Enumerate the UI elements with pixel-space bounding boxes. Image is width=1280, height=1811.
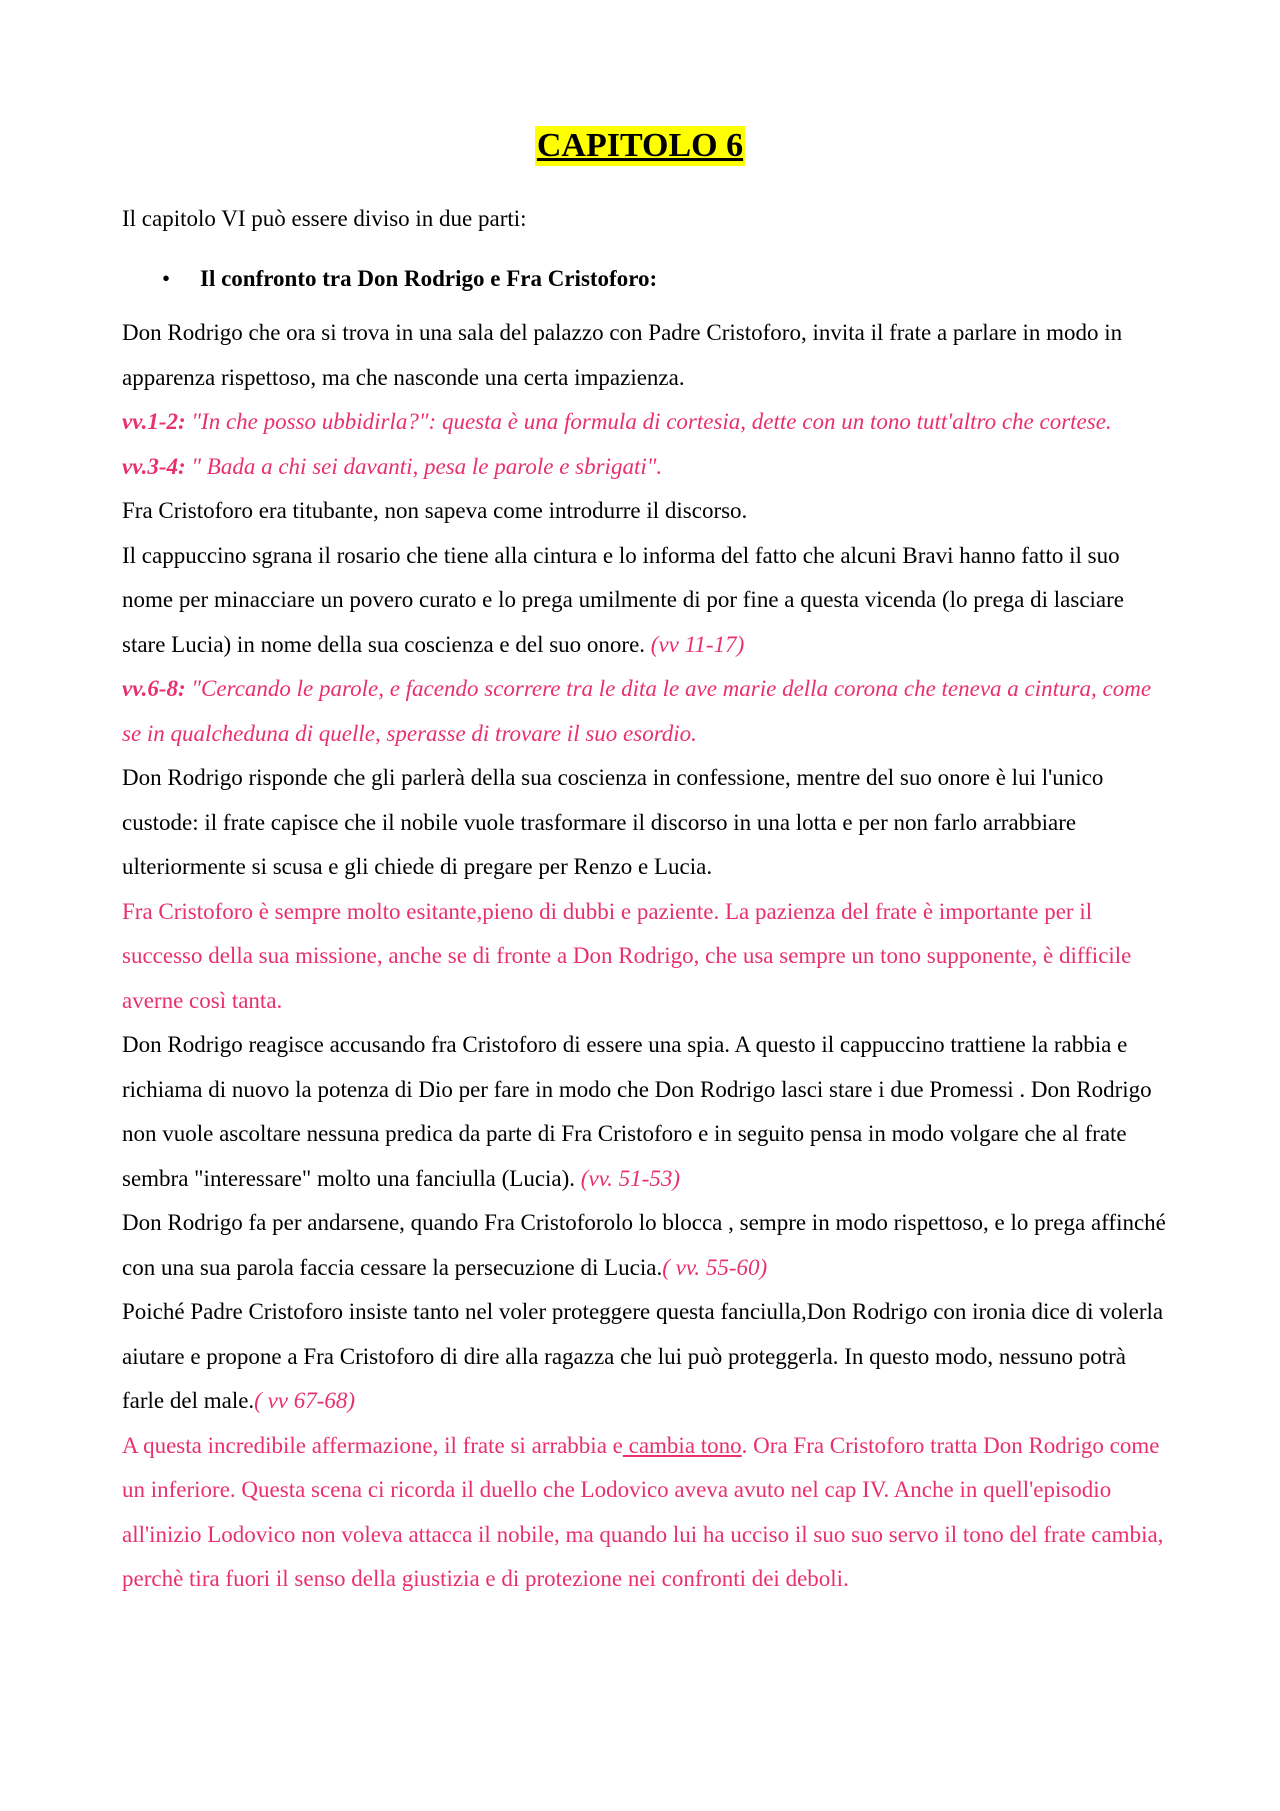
comment-paragraph (122, 1424, 1172, 1602)
quote-paragraph (122, 445, 1172, 490)
body-text (122, 311, 1172, 1602)
quote-paragraph (122, 667, 1172, 756)
paragraph-text: Il cappuccino sgrana il rosario che tiene alla cintura e lo informa del fatto che alcuni Bravi hanno fatto il suo nome per minacciare un povero curato e lo prega umilmente di por fine a questa vicenda (lo prega di lasciare stare Lucia) in nome della sua coscienza e del suo onore. (122, 542, 1124, 657)
intro-line: Il capitolo VI può essere diviso in due parti: (122, 206, 527, 231)
bullet-text: Il confronto tra Don Rodrigo e Fra Cristoforo: (200, 266, 658, 291)
quote-text: "In che posso ubbidirla?": questa è una formula di cortesia, dette con un tono tutt'altro che cortese. (185, 409, 1112, 434)
underlined-text: cambia tono (622, 1432, 742, 1458)
verse-ref: vv.3-4: (122, 453, 186, 479)
comment-paragraph: Fra Cristoforo è sempre molto esitante,pieno di dubbi e paziente. La pazienza del frate è importante per il successo della sua missione, anche se di fronte a Don Rodrigo, che usa sempre un tono supponente, è difficile averne così tanta. (122, 898, 1132, 1013)
bullet-dot-icon: • (162, 266, 171, 291)
verse-ref: ( vv. 55-60) (662, 1254, 768, 1280)
paragraph-text: Don Rodrigo fa per andarsene, quando Fra Cristoforolo lo blocca , sempre in modo rispettoso, e lo prega affinché con una sua parola faccia cessare la persecuzione di Lucia. (122, 1210, 1166, 1280)
paragraph: Fra Cristoforo era titubante, non sapeva come introdurre il discorso. (122, 498, 748, 523)
paragraph (122, 534, 1172, 668)
title-wrap (0, 126, 1280, 166)
verse-ref: vv.6-8: (122, 676, 186, 701)
chapter-title: CAPITOLO 6 (536, 127, 744, 164)
paragraph (122, 1023, 1172, 1201)
paragraph-text: Don Rodrigo reagisce accusando fra Cristoforo di essere una spia. A questo il cappuccino trattiene la rabbia e richiama di nuovo la potenza di Dio per fare in modo che Don Rodrigo lasci stare i due Promessi . Don Rodrigo non vuole ascoltare nessuna predica da parte di Fra Cristoforo e in seguito pensa in modo volgare che al frate sembra "interessare" molto una fanciulla (Lucia). (122, 1032, 1152, 1191)
paragraph-text: . Ora Fra Cristoforo tratta Don Rodrigo come un inferiore. Questa scena ci ricorda il duello che Lodovico aveva avuto nel cap IV. Anche in quell'episodio all'inizio Lodovico non voleva attacca il nobile, ma quando lui ha ucciso il suo suo servo il tono del frate cambia, perchè tira fuori il senso della giustizia e di protezione nei confronti dei deboli. (122, 1432, 1164, 1591)
verse-ref: (vv. 51-53) (580, 1165, 680, 1191)
paragraph-text: A questa incredibile affermazione, il frate si arrabbia e (122, 1432, 623, 1458)
bullet-item (162, 264, 657, 294)
quote-text: "Cercando le parole, e facendo scorrere tra le dita le ave marie della corona che teneva a cintura, come se in qualchedunа di quelle, sperasse di trovare il suo esordio. (122, 676, 1152, 746)
quote-text: " Bada a chi sei davanti, pesa le parole e sbrigati". (185, 453, 663, 479)
quote-paragraph (122, 400, 1172, 445)
paragraph-text: Poiché Padre Cristoforo insiste tanto nel voler proteggere questa fanciulla,Don Rodrigo con ironia dice di volerla aiutare e propone a Fra Cristoforo di dire alla ragazza che lui può proteggerla. In questo modo, nessuno potrà farle del male. (122, 1299, 1164, 1413)
verse-ref: vv.1-2: (122, 409, 186, 434)
paragraph (122, 1290, 1172, 1424)
paragraph: Don Rodrigo che ora si trova in una sala del palazzo con Padre Cristoforo, invita il frate a parlare in modo in apparenza rispettoso, ma che nasconde una certa impazienza. (122, 320, 1123, 390)
paragraph (122, 1201, 1172, 1290)
verse-ref: (vv 11-17) (650, 631, 745, 657)
paragraph: Don Rodrigo risponde che gli parlerà della sua coscienza in confessione, mentre del suo onore è lui l'unico custode: il frate capisce che il nobile vuole trasformare il discorso in una lotta e per non farlo arrabbiare ulteriormente si scusa e gli chiede di pregare per Renzo e Lucia. (122, 765, 1104, 879)
verse-ref: ( vv 67-68) (254, 1388, 356, 1413)
